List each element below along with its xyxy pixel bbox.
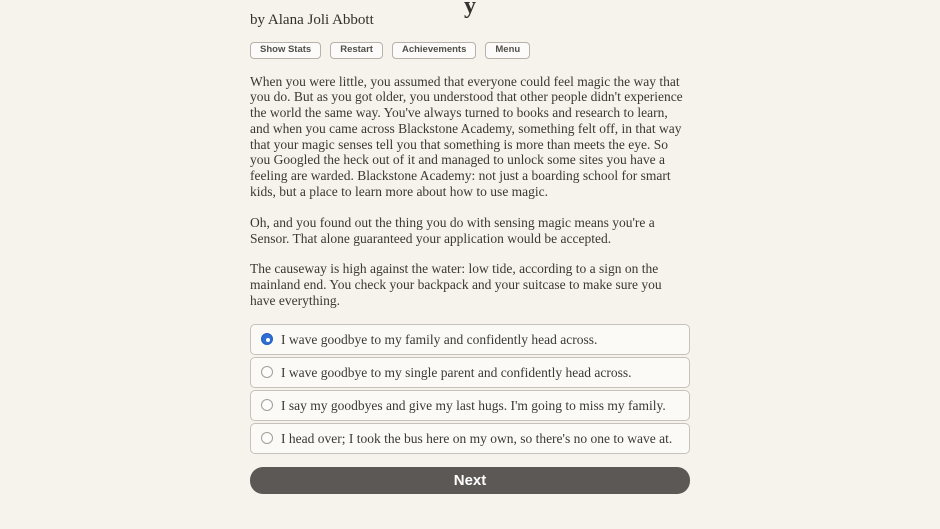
choice-option-3[interactable] — [250, 390, 690, 421]
next-button[interactable]: Next — [250, 467, 690, 494]
radio-button[interactable] — [261, 399, 273, 411]
choice-option-4[interactable] — [250, 423, 690, 454]
byline: by Alana Joli Abbott — [250, 12, 374, 28]
story-text — [250, 74, 690, 309]
choice-label: I wave goodbye to my single parent and confidently head across. — [281, 364, 632, 380]
story-paragraph: The causeway is high against the water: low tide, according to a sign on the mainland end. You check your backpack and your suitcase to make sure you have everything. — [250, 261, 662, 309]
restart-button[interactable]: Restart — [330, 42, 383, 59]
choice-option-2[interactable] — [250, 357, 690, 388]
page-title-fragment: y — [464, 0, 476, 19]
choice-list — [250, 324, 690, 454]
choice-label: I head over; I took the bus here on my own, so there's no one to wave at. — [281, 430, 673, 446]
page-title-cutoff — [250, 0, 690, 19]
story-paragraph: Oh, and you found out the thing you do with sensing magic means you're a Sensor. That alone guaranteed your application would be accepted. — [250, 214, 655, 246]
radio-button[interactable] — [261, 432, 273, 444]
story-page — [250, 0, 690, 494]
achievements-button[interactable]: Achievements — [392, 42, 476, 59]
radio-button[interactable] — [261, 333, 273, 345]
show-stats-button[interactable]: Show Stats — [250, 42, 321, 59]
choice-option-1[interactable] — [250, 324, 690, 355]
choice-label: I say my goodbyes and give my last hugs. I'm going to miss my family. — [281, 397, 666, 413]
toolbar — [250, 42, 690, 59]
story-paragraph: When you were little, you assumed that everyone could feel magic the way that you do. But as you got older, you understood that other people didn't experience the world the same way. You've always turned to books and research to learn, and when you came across Blackstone Academy, something felt off, in that way that your magic senses tell you that something is more than meets the eye. So you Googled the heck out of it and managed to unlock some sites you have a feeling are warded. Blackstone Academy: not just a boarding school for smart kids, but a place to learn more about how to use magic. — [250, 73, 683, 200]
menu-button[interactable]: Menu — [485, 42, 530, 59]
radio-button[interactable] — [261, 366, 273, 378]
choice-label: I wave goodbye to my family and confidently head across. — [281, 331, 598, 347]
